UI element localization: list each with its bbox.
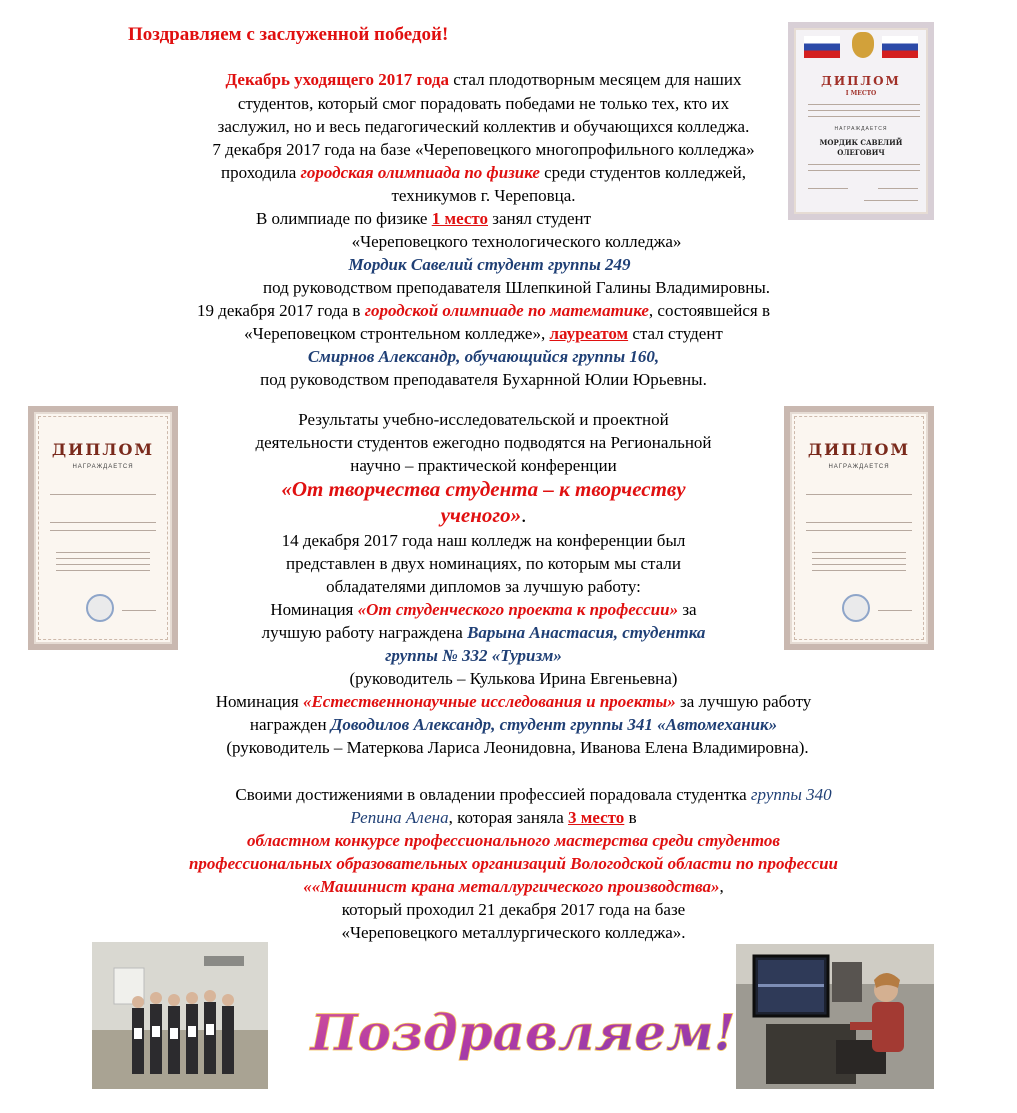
winner-name-mordik: Мордик Савелий студент группы 249 xyxy=(348,255,631,274)
p3-line-2 xyxy=(10,806,977,829)
date-line xyxy=(864,200,918,201)
p1-text: стал плодотворным месяцем для наших xyxy=(448,70,742,89)
text-line xyxy=(808,170,920,171)
signature-line xyxy=(878,188,918,189)
winner-name-varyna: Варына Анастасия, студентка xyxy=(467,623,706,642)
first-place-highlight: 1 место xyxy=(431,209,488,228)
p1-line-8: «Череповецкого технологического колледжа» xyxy=(351,232,682,251)
p1-line-13 xyxy=(0,345,967,368)
text-line xyxy=(56,570,150,571)
stamp-icon xyxy=(86,594,114,622)
signature-line xyxy=(878,610,912,611)
winner-name-smirnov: Смирнов Александр, обучающийся группы 160, xyxy=(307,347,660,366)
p3-line-7: «Череповецкого металлургического колледжа». xyxy=(341,923,686,942)
p2-line-14 xyxy=(30,713,997,736)
nomination-1-title: «От студенческого проекта к профессии» xyxy=(357,600,679,619)
p1-line-7 xyxy=(0,207,907,230)
winner-group-332: группы № 332 «Туризм» xyxy=(385,646,562,665)
p2-line-13 xyxy=(30,690,997,713)
p1-line-11 xyxy=(0,299,967,322)
p3-line-4 xyxy=(30,852,997,875)
diploma-recipient-patronymic: ОЛЕГОВИЧ xyxy=(837,148,885,157)
math-olympiad-highlight: городской олимпиаде по математике xyxy=(364,301,649,320)
text-line xyxy=(808,116,920,117)
diploma-image-dovodilov xyxy=(784,406,934,650)
p3-line-5 xyxy=(30,875,997,898)
p1-text: , состоявшейся в xyxy=(648,301,771,320)
nomination-2-title: «Естественнонаучные исследования и проекты» xyxy=(302,692,676,711)
text-line xyxy=(50,494,156,495)
p1-text: занял студент xyxy=(488,209,592,228)
congrats-word: Поздравляем! xyxy=(310,1003,736,1062)
simulator-photo xyxy=(736,944,934,1089)
p2-text: награжден xyxy=(249,715,331,734)
p1-text: проходила xyxy=(221,163,301,182)
p1-text: В олимпиаде по физике xyxy=(255,209,432,228)
flag-icon xyxy=(804,36,840,58)
congratulations-lettering xyxy=(310,990,736,1078)
p2-text: Номинация xyxy=(270,600,358,619)
p3-text: , которая заняла xyxy=(448,808,569,827)
p2-line-8: обладателями дипломов за лучшую работу: xyxy=(326,577,641,596)
stamp-icon xyxy=(842,594,870,622)
p1-line-9 xyxy=(6,253,973,276)
text-line xyxy=(56,552,150,553)
p1-line-2: студентов, который смог порадовать победами не только тех, кто их xyxy=(237,94,730,113)
simulator-photo-illustration xyxy=(736,944,934,1089)
diploma-heading: ДИПЛОМ xyxy=(821,74,901,88)
group-photo xyxy=(92,942,268,1089)
text-line xyxy=(808,110,920,111)
p1-text: 19 декабря 2017 года в xyxy=(196,301,365,320)
p1-text: «Череповецком стронтельном колледже», xyxy=(244,324,550,343)
p1-date-highlight: Декабрь уходящего 2017 года xyxy=(225,70,449,89)
p3-line-3 xyxy=(30,829,997,852)
p3-text: Своими достижениями в овладении профессией порадовала студентка xyxy=(235,785,751,804)
diploma-place: I МЕСТО xyxy=(845,90,877,97)
winner-group-340: группы 340 xyxy=(750,785,832,804)
diploma-awarded: НАГРАЖДАЕТСЯ xyxy=(828,464,890,470)
contest-title-2: профессиональных образовательных организаций Вологодской области по профессии xyxy=(188,854,839,873)
text-line xyxy=(50,522,156,523)
text-line xyxy=(50,530,156,531)
contest-title-1: областном конкурсе профессионального мастерства среди студентов xyxy=(247,831,780,850)
p2-line-2: деятельности студентов ежегодно подводятся на Региональной xyxy=(255,433,712,452)
text-line xyxy=(808,164,920,165)
p1-text: среди студентов колледжей, xyxy=(539,163,746,182)
flag-icon xyxy=(882,36,918,58)
p3-text: в xyxy=(624,808,637,827)
p2-line-12: (руководитель – Кулькова Ирина Евгеньевна) xyxy=(349,669,678,688)
p2-line-1: Результаты учебно-исследовательской и проектной xyxy=(298,410,669,429)
conference-title-end: ученого» xyxy=(440,503,522,527)
page-title: Поздравляем с заслуженной победой! xyxy=(128,24,449,45)
diploma-heading: ДИПЛОМ xyxy=(51,440,155,459)
coat-of-arms-icon xyxy=(852,32,874,58)
text-line xyxy=(806,530,912,531)
text-line xyxy=(56,558,150,559)
p1-line-14: под руководством преподавателя Бухарнной Юлии Юрьевны. xyxy=(260,370,707,389)
signature-line xyxy=(808,188,848,189)
text-line xyxy=(806,522,912,523)
diploma-image-mordik xyxy=(788,22,934,220)
p2-line-15: (руководитель – Матеркова Лариса Леонидовна, Иванова Елена Владимировна). xyxy=(226,738,809,757)
third-place-highlight: 3 место xyxy=(568,808,625,827)
text-line xyxy=(808,104,920,105)
contest-profession: ««Машинист крана металлургического производства» xyxy=(303,877,720,896)
signature-line xyxy=(122,610,156,611)
diploma-recipient: МОРДИК САВЕЛИЙ xyxy=(819,138,903,147)
p2-text: . xyxy=(521,503,527,527)
diploma-awarded: НАГРАЖДАЕТСЯ xyxy=(834,126,888,132)
laureate-highlight: лауреатом xyxy=(549,324,629,343)
p2-text: Номинация xyxy=(215,692,303,711)
physics-olympiad-highlight: городская олимпиада по физике xyxy=(300,163,540,182)
p2-text: за xyxy=(678,600,697,619)
p2-text: за лучшую работу xyxy=(675,692,812,711)
text-line xyxy=(812,564,906,565)
text-line xyxy=(812,552,906,553)
p2-line-6: 14 декабря 2017 года наш колледж на конференции был xyxy=(281,531,686,550)
winner-name-dovodilov: Доводилов Александр, студент группы 341 «Автомеханик» xyxy=(330,715,778,734)
diploma-awarded: НАГРАЖДАЕТСЯ xyxy=(72,464,134,470)
text-line xyxy=(812,570,906,571)
p1-line-12 xyxy=(0,322,967,345)
p3-text: , xyxy=(719,877,724,896)
p2-line-7: представлен в двух номинациях, по которым мы стали xyxy=(286,554,681,573)
p1-line-6: техникумов г. Череповца. xyxy=(391,186,576,205)
p1-line-10: под руководством преподавателя Шлепкиной Галины Владимировны. xyxy=(263,278,770,297)
conference-title: «От творчества студента – к творчеству xyxy=(281,477,686,501)
winner-name-repina: Репина Алена xyxy=(350,808,449,827)
p3-line-6: который проходил 21 декабря 2017 года на базе xyxy=(341,900,686,919)
p2-text: лучшую работу награждена xyxy=(261,623,468,642)
diploma-image-varyna xyxy=(28,406,178,650)
p1-line-4: 7 декабря 2017 года на базе «Череповецкого многопрофильного колледжа» xyxy=(212,140,755,159)
text-line xyxy=(56,564,150,565)
p3-line-1 xyxy=(50,783,1017,806)
p2-line-3: научно – практической конференции xyxy=(350,456,617,475)
text-line xyxy=(806,494,912,495)
p1-text: стал студент xyxy=(628,324,723,343)
text-line xyxy=(812,558,906,559)
students-photo-illustration xyxy=(92,942,268,1089)
diploma-heading: ДИПЛОМ xyxy=(807,440,911,459)
p1-line-3: заслужил, но и весь педагогический коллектив и обучающихся колледжа. xyxy=(217,117,750,136)
